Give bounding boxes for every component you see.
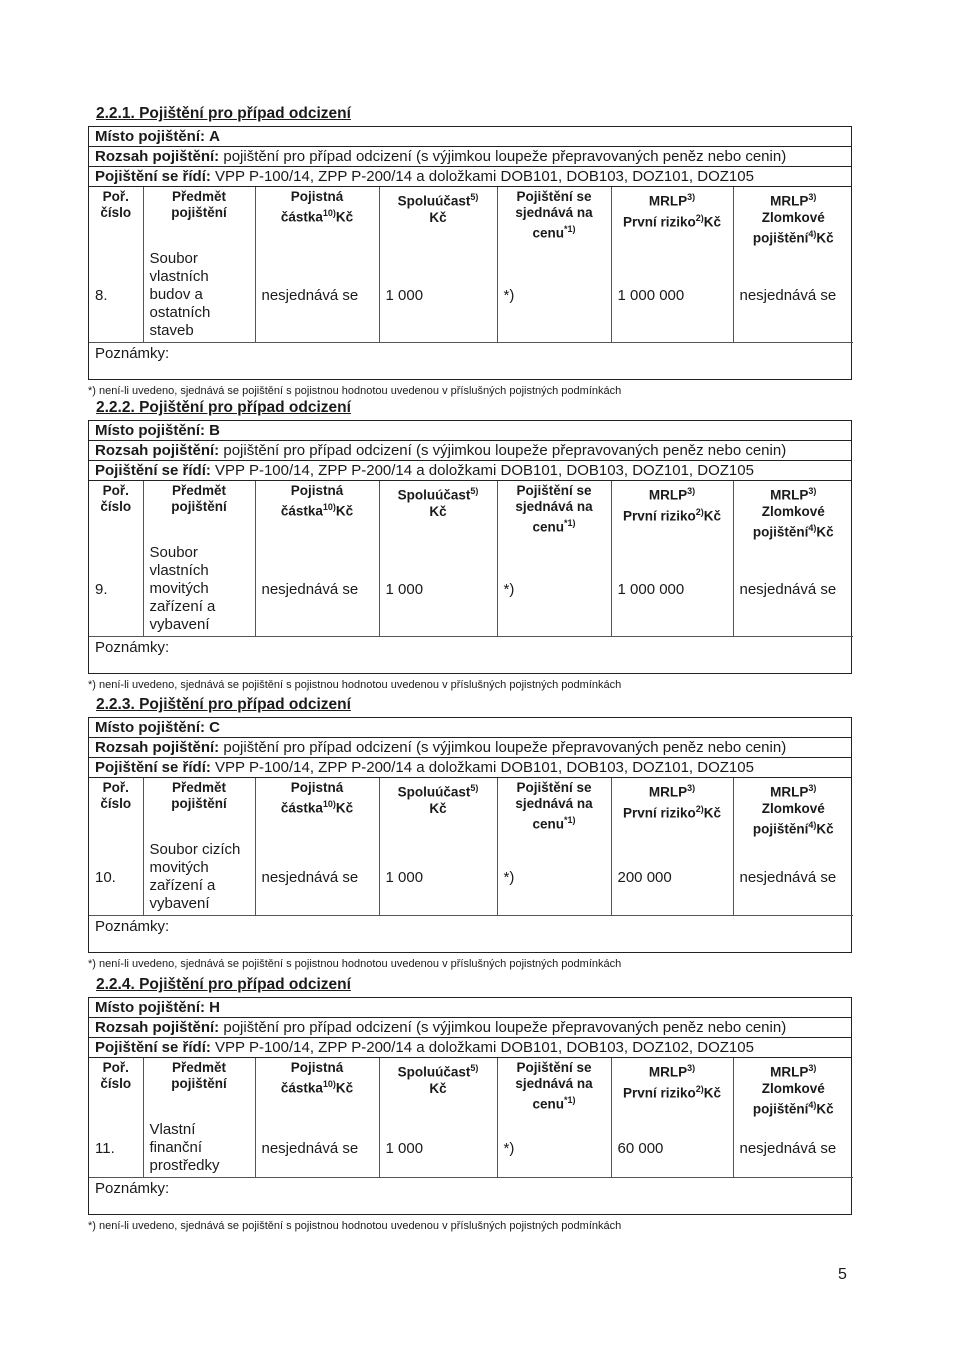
header-fractional: MRLP$^{3)}$ Zlomkové pojištění$^{4)}$Kč (733, 1058, 853, 1119)
header-sum: Pojistná částka$^{10)}$Kč (255, 1058, 379, 1119)
row-number: 9. (95, 580, 108, 598)
scope-label: Rozsah pojištění: (95, 1019, 220, 1036)
place-row (89, 998, 851, 1018)
header-first-risk: MRLP$^{3)}$ První riziko$^{2)}$Kč (611, 1058, 733, 1119)
section-title: 2.2.4. Pojištění pro případ odcizení (96, 976, 351, 993)
row-deductible: 1 000 (379, 839, 497, 916)
row-fractional: nesjednává se (733, 542, 853, 637)
header-sum: Pojistná částka$^{10)}$Kč (255, 187, 379, 248)
row-sum: nesjednává se (255, 839, 379, 916)
insurance-box (88, 420, 852, 674)
notes-label: Poznámky: (89, 1178, 853, 1215)
footnote: *) není-li uvedeno, sjednává se pojištění s pojistnou hodnotou uvedenou v příslušných pojistných podmínkách (88, 385, 622, 397)
header-deductible: Spoluúčast$^{5)}$ Kč (379, 778, 497, 839)
notes-row (89, 1178, 853, 1215)
scope-value: pojištění pro případ odcizení (s výjimkou loupeže přepravovaných peněz nebo cenin) (223, 1019, 787, 1036)
header-basis: Pojištění se sjednává na cenu$^{*1)}$ (497, 1058, 611, 1119)
rules-row (89, 758, 851, 778)
rules-value: VPP P-100/14, ZPP P-200/14 a doložkami DOB101, DOB103, DOZ102, DOZ105 (215, 1039, 754, 1056)
place-value: B (209, 422, 221, 439)
page-number: 5 (838, 1266, 847, 1283)
notes-label: Poznámky: (89, 343, 853, 380)
row-number: 11. (95, 1139, 115, 1157)
place-value: A (209, 128, 221, 145)
header-subject: Předmět pojištění (143, 1058, 255, 1119)
header-fractional: MRLP$^{3)}$ Zlomkové pojištění$^{4)}$Kč (733, 187, 853, 248)
row-subject: Soubor cizích movitých zařízení a vybavení (143, 839, 255, 916)
section-2-2-1 (88, 104, 852, 398)
row-subject: Vlastní finanční prostředky (143, 1119, 255, 1178)
row-first-risk: 60 000 (611, 1119, 733, 1178)
place-label: Místo pojištění: (95, 128, 205, 145)
row-basis: *) (497, 839, 611, 916)
notes-row (89, 916, 853, 953)
row-basis: *) (497, 248, 611, 343)
scope-value: pojištění pro případ odcizení (s výjimkou loupeže přepravovaných peněz nebo cenin) (223, 739, 787, 756)
rules-label: Pojištění se řídí: (95, 168, 211, 185)
insurance-table (89, 778, 853, 952)
row-fractional: nesjednává se (733, 248, 853, 343)
row-first-risk: 1 000 000 (611, 248, 733, 343)
notes-row (89, 343, 853, 380)
row-deductible: 1 000 (379, 1119, 497, 1178)
scope-value: pojištění pro případ odcizení (s výjimkou loupeže přepravovaných peněz nebo cenin) (223, 148, 787, 165)
table-row (89, 1119, 853, 1178)
header-deductible: Spoluúčast$^{5)}$ Kč (379, 481, 497, 542)
scope-value: pojištění pro případ odcizení (s výjimkou loupeže přepravovaných peněz nebo cenin) (223, 442, 787, 459)
row-first-risk: 200 000 (611, 839, 733, 916)
rules-value: VPP P-100/14, ZPP P-200/14 a doložkami DOB101, DOB103, DOZ101, DOZ105 (215, 462, 754, 479)
insurance-table (89, 187, 853, 379)
row-fractional: nesjednává se (733, 839, 853, 916)
insurance-table (89, 1058, 853, 1214)
table-row (89, 542, 853, 637)
notes-label: Poznámky: (89, 637, 853, 674)
place-label: Místo pojištění: (95, 999, 205, 1016)
place-row (89, 421, 851, 441)
header-number: Poř. číslo (100, 780, 132, 811)
header-number: Poř. číslo (100, 1060, 132, 1091)
header-subject: Předmět pojištění (143, 187, 255, 248)
header-deductible: Spoluúčast$^{5)}$ Kč (379, 187, 497, 248)
footnote: *) není-li uvedeno, sjednává se pojištění s pojistnou hodnotou uvedenou v příslušných pojistných podmínkách (88, 679, 622, 691)
scope-row (89, 441, 851, 461)
rules-label: Pojištění se řídí: (95, 462, 211, 479)
row-basis: *) (497, 542, 611, 637)
header-basis: Pojištění se sjednává na cenu$^{*1)}$ (497, 187, 611, 248)
insurance-table (89, 481, 853, 673)
row-number: 10. (95, 868, 116, 886)
notes-label: Poznámky: (89, 916, 853, 953)
table-header-row (89, 187, 853, 248)
insurance-box (88, 717, 852, 953)
header-subject: Předmět pojištění (143, 481, 255, 542)
notes-row (89, 637, 853, 674)
header-sum: Pojistná částka$^{10)}$Kč (255, 481, 379, 542)
place-label: Místo pojištění: (95, 719, 205, 736)
row-sum: nesjednává se (255, 1119, 379, 1178)
row-number: 8. (95, 286, 108, 304)
scope-row (89, 738, 851, 758)
header-number: Poř. číslo (100, 483, 132, 514)
place-row (89, 127, 851, 147)
header-fractional: MRLP$^{3)}$ Zlomkové pojištění$^{4)}$Kč (733, 778, 853, 839)
rules-row (89, 167, 851, 187)
table-row (89, 839, 853, 916)
header-first-risk: MRLP$^{3)}$ První riziko$^{2)}$Kč (611, 187, 733, 248)
scope-row (89, 1018, 851, 1038)
row-sum: nesjednává se (255, 542, 379, 637)
header-first-risk: MRLP$^{3)}$ První riziko$^{2)}$Kč (611, 481, 733, 542)
header-number: Poř. číslo (100, 189, 132, 220)
header-basis: Pojištění se sjednává na cenu$^{*1)}$ (497, 481, 611, 542)
table-row (89, 248, 853, 343)
scope-label: Rozsah pojištění: (95, 442, 220, 459)
insurance-box (88, 126, 852, 380)
scope-row (89, 147, 851, 167)
section-2-2-3 (88, 695, 852, 971)
row-deductible: 1 000 (379, 248, 497, 343)
place-label: Místo pojištění: (95, 422, 205, 439)
section-title: 2.2.1. Pojištění pro případ odcizení (96, 105, 351, 122)
header-subject: Předmět pojištění (143, 778, 255, 839)
header-deductible: Spoluúčast$^{5)}$ Kč (379, 1058, 497, 1119)
table-header-row (89, 778, 853, 839)
row-deductible: 1 000 (379, 542, 497, 637)
rules-value: VPP P-100/14, ZPP P-200/14 a doložkami DOB101, DOB103, DOZ101, DOZ105 (215, 168, 754, 185)
footnote: *) není-li uvedeno, sjednává se pojištění s pojistnou hodnotou uvedenou v příslušných pojistných podmínkách (88, 1220, 622, 1232)
header-basis: Pojištění se sjednává na cenu$^{*1)}$ (497, 778, 611, 839)
row-fractional: nesjednává se (733, 1119, 853, 1178)
section-title: 2.2.3. Pojištění pro případ odcizení (96, 696, 351, 713)
rules-label: Pojištění se řídí: (95, 1039, 211, 1056)
place-value: H (209, 999, 221, 1016)
row-first-risk: 1 000 000 (611, 542, 733, 637)
section-2-2-2 (88, 398, 852, 692)
rules-label: Pojištění se řídí: (95, 759, 211, 776)
section-title: 2.2.2. Pojištění pro případ odcizení (96, 399, 351, 416)
row-sum: nesjednává se (255, 248, 379, 343)
rules-value: VPP P-100/14, ZPP P-200/14 a doložkami DOB101, DOB103, DOZ101, DOZ105 (215, 759, 754, 776)
footnote: *) není-li uvedeno, sjednává se pojištění s pojistnou hodnotou uvedenou v příslušných pojistných podmínkách (88, 958, 622, 970)
row-subject: Soubor vlastních budov a ostatních staveb (143, 248, 255, 343)
header-first-risk: MRLP$^{3)}$ První riziko$^{2)}$Kč (611, 778, 733, 839)
header-sum: Pojistná částka$^{10)}$Kč (255, 778, 379, 839)
section-2-2-4 (88, 975, 852, 1233)
row-basis: *) (497, 1119, 611, 1178)
table-header-row (89, 481, 853, 542)
scope-label: Rozsah pojištění: (95, 148, 220, 165)
rules-row (89, 461, 851, 481)
scope-label: Rozsah pojištění: (95, 739, 220, 756)
insurance-box (88, 997, 852, 1215)
place-row (89, 718, 851, 738)
header-fractional: MRLP$^{3)}$ Zlomkové pojištění$^{4)}$Kč (733, 481, 853, 542)
place-value: C (209, 719, 221, 736)
table-header-row (89, 1058, 853, 1119)
rules-row (89, 1038, 851, 1058)
row-subject: Soubor vlastních movitých zařízení a vybavení (143, 542, 255, 637)
